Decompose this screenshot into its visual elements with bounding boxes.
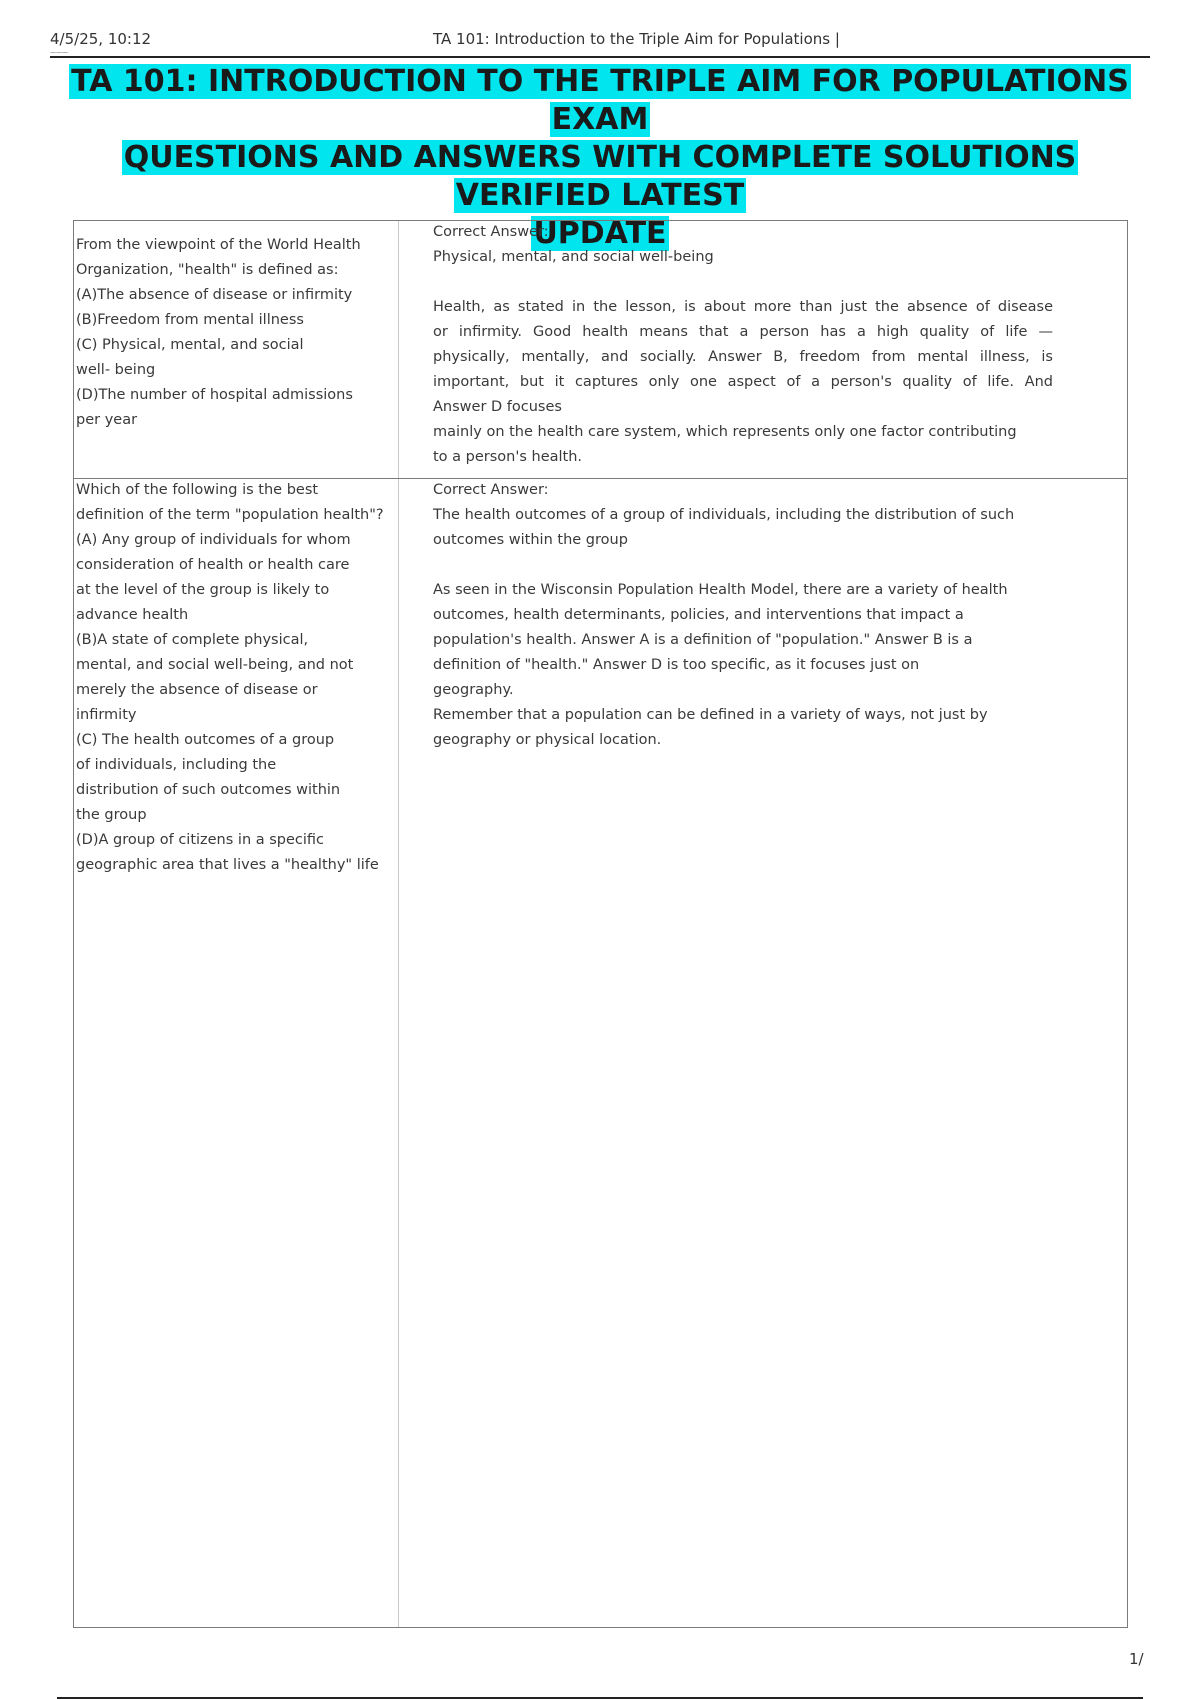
qa-row-1 [74,221,1127,479]
correct-answer-text: The health outcomes of a group of individuals, including the distribution of such [433,507,1015,523]
document-title-line-2: QUESTIONS AND ANSWERS WITH COMPLETE SOLUTIONS VERIFIED LATEST [123,140,1077,213]
question-option-d-cont: geographic area that lives a "healthy" life [76,857,379,873]
question-option-b-cont: infirmity [76,707,137,723]
question-option-a: (A)The absence of disease or infirmity [76,287,353,303]
document-title-line-1: TA 101: INTRODUCTION TO THE TRIPLE AIM FOR POPULATIONS EXAM [71,64,1129,137]
explanation-line: As seen in the Wisconsin Population Health Model, there are a variety of health [433,582,1008,598]
question-option-c-cont: of individuals, including the [76,757,277,773]
question-option-c-cont: well- being [76,362,156,378]
header-date-sub: ——— [50,50,68,55]
answer-cell-1 [433,220,1053,470]
explanation-line: physically, mentally, and socially. Answer B, freedom from mental illness, is [433,349,1053,365]
question-cell-1 [76,233,394,433]
explanation-line: outcomes, health determinants, policies, and interventions that impact a [433,607,964,623]
question-option-d: (D)The number of hospital admissions [76,387,353,403]
explanation-line: population's health. Answer A is a definition of "population." Answer B is a [433,632,973,648]
explanation-line: definition of "health." Answer D is too specific, as it focuses just on [433,657,920,673]
correct-answer-label: Correct Answer: [433,224,549,240]
question-option-b: (B)A state of complete physical, [76,632,309,648]
footer-rule [57,1697,1143,1699]
explanation-line: to a person's health. [433,449,583,465]
question-option-a-cont: consideration of health or health care [76,557,350,573]
page-header [50,28,1150,58]
document-title-line-3: UPDATE [533,216,667,251]
correct-answer-label: Correct Answer: [433,482,549,498]
question-option-a-cont: at the level of the group is likely to [76,582,330,598]
question-option-a: (A) Any group of individuals for whom [76,532,351,548]
question-line: From the viewpoint of the World Health [76,237,361,253]
explanation-line: Remember that a population can be defined in a variety of ways, not just by [433,707,988,723]
question-option-d: (D)A group of citizens in a specific [76,832,325,848]
answer-explanation [433,295,1053,470]
answer-cell-2 [433,478,1053,753]
question-line: Organization, "health" is defined as: [76,262,339,278]
header-date-time: 4/5/25, 10:12 [50,30,152,48]
qa-table [73,220,1128,1628]
question-line: Which of the following is the best [76,482,319,498]
question-option-c-cont: the group [76,807,147,823]
question-cell-2 [76,478,394,878]
explanation-line: or infirmity. Good health means that a person has a high quality of life — [433,324,1053,340]
correct-answer-text-cont: outcomes within the group [433,532,628,548]
question-option-b-cont: merely the absence of disease or [76,682,318,698]
explanation-line: Answer D focuses [433,399,562,415]
page-number: 1/ [1129,1650,1144,1668]
explanation-line: important, but it captures only one aspect of a person's quality of life. And [433,374,1053,390]
explanation-line: Health, as stated in the lesson, is about more than just the absence of disease [433,299,1053,315]
question-option-a-cont: advance health [76,607,189,623]
correct-answer-text: Physical, mental, and social well-being [433,249,714,265]
question-option-c: (C) The health outcomes of a group [76,732,335,748]
question-option-b-cont: mental, and social well-being, and not [76,657,354,673]
question-line: definition of the term "population health"? [76,507,384,523]
explanation-line: geography or physical location. [433,732,662,748]
answer-explanation [433,578,1053,753]
explanation-line: mainly on the health care system, which represents only one factor contributing [433,424,1017,440]
header-page-title: TA 101: Introduction to the Triple Aim for Populations | [433,30,840,48]
question-option-c-cont: distribution of such outcomes within [76,782,341,798]
question-option-d-cont: per year [76,412,138,428]
question-option-c: (C) Physical, mental, and social [76,337,304,353]
question-option-b: (B)Freedom from mental illness [76,312,304,328]
explanation-line: geography. [433,682,514,698]
qa-row-2 [74,479,1127,1627]
